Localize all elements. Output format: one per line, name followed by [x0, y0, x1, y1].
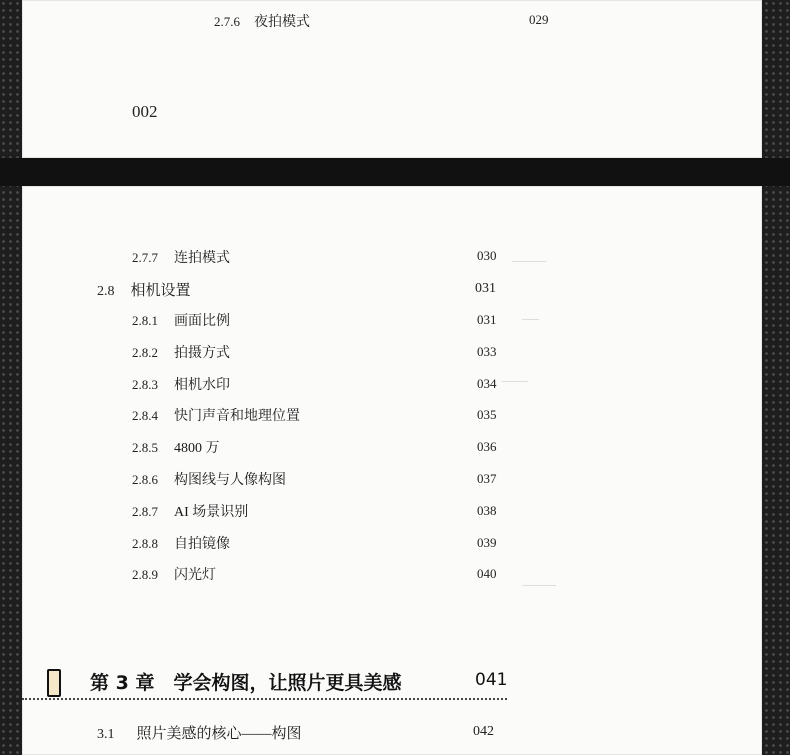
entry-title: AI 场景识别 — [174, 505, 249, 520]
entry-page: 033 — [477, 344, 497, 359]
page-gap — [0, 158, 790, 186]
entry-title: 拍摄方式 — [174, 346, 230, 361]
entry-page: 031 — [475, 281, 496, 296]
chapter-page: 041 — [475, 670, 508, 690]
entry-number: 2.8.2 — [132, 345, 158, 360]
bleed-through: ──── — [512, 254, 547, 268]
entry-title: 连拍模式 — [174, 251, 230, 266]
toc-entry — [132, 437, 220, 457]
toc-entry — [132, 469, 286, 489]
bleed-through: ─── — [502, 374, 528, 388]
entry-title: 照片美感的核心——构图 — [136, 726, 302, 742]
entry-page: 031 — [477, 312, 497, 327]
entry-title: 闪光灯 — [174, 568, 216, 583]
entry-page: 042 — [473, 724, 494, 739]
toc-section — [97, 279, 191, 300]
entry-number: 2.8.5 — [132, 440, 158, 455]
entry-page: 038 — [477, 503, 497, 518]
entry-number: 2.8 — [97, 284, 115, 299]
entry-title: 夜拍模式 — [254, 15, 310, 30]
entry-page: 030 — [477, 248, 497, 263]
entry-title: 4800 万 — [174, 441, 220, 456]
entry-page: 036 — [477, 439, 497, 454]
bleed-through: ──── — [522, 578, 557, 592]
entry-number: 2.8.6 — [132, 472, 158, 487]
chapter-title: 第 3 章 学会构图，让照片更具美感 — [90, 672, 402, 694]
toc-entry — [132, 310, 230, 330]
entry-page: 040 — [477, 566, 497, 581]
toc-entry — [132, 501, 248, 521]
toc-entry-2-7-6 — [214, 11, 310, 31]
toc-entry — [132, 247, 230, 267]
entry-number: 2.7.7 — [132, 250, 158, 265]
entry-number: 2.8.8 — [132, 536, 158, 551]
entry-title: 快门声音和地理位置 — [174, 409, 300, 424]
top-page — [22, 0, 762, 158]
entry-number: 2.8.9 — [132, 567, 158, 582]
toc-entry — [132, 564, 216, 584]
entry-page: 037 — [477, 471, 497, 486]
toc-entry — [132, 405, 300, 425]
entry-number: 2.7.6 — [214, 14, 240, 29]
entry-page: 034 — [477, 376, 497, 391]
toc-entry — [132, 533, 230, 553]
entry-number: 2.8.1 — [132, 313, 158, 328]
toc-entry — [132, 342, 230, 362]
chapter-marker-icon — [47, 669, 61, 697]
entry-number: 2.8.3 — [132, 377, 158, 392]
chapter-heading — [22, 664, 507, 700]
entry-title: 自拍镜像 — [174, 537, 230, 552]
entry-page: 035 — [477, 407, 497, 422]
entry-title: 相机水印 — [174, 378, 230, 393]
entry-number: 2.8.4 — [132, 408, 158, 423]
entry-title: 构图线与人像构图 — [174, 473, 286, 488]
toc-section — [97, 722, 302, 743]
entry-page: 029 — [529, 12, 549, 27]
toc-entry — [132, 374, 230, 394]
entry-page: 039 — [477, 535, 497, 550]
entry-number: 2.8.7 — [132, 504, 158, 519]
page-folio: 002 — [132, 102, 158, 121]
entry-title: 画面比例 — [174, 314, 230, 329]
bleed-through: ── — [522, 312, 540, 326]
entry-number: 3.1 — [97, 727, 115, 742]
entry-title: 相机设置 — [130, 283, 191, 299]
